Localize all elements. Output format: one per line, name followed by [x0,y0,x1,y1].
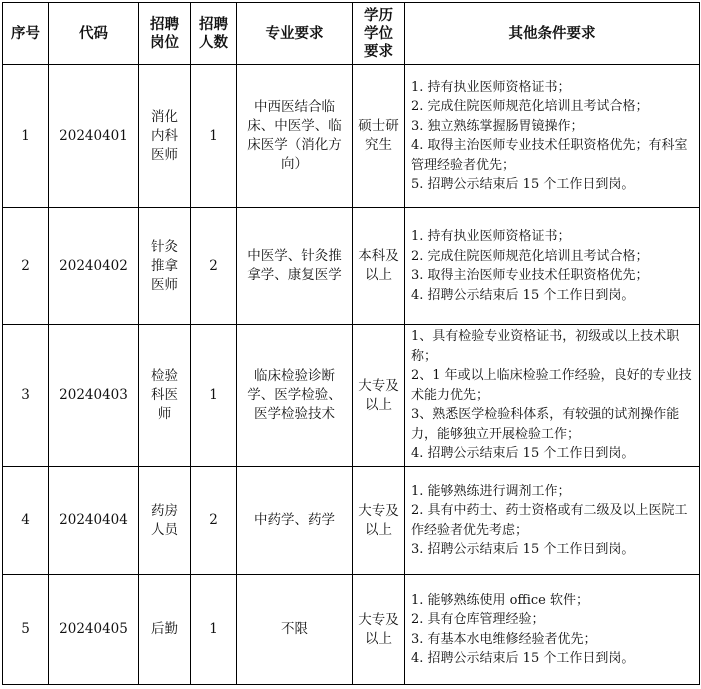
condition-item: 3、熟悉医学检验科体系，有较强的试剂操作能力，能够独立开展检验工作； [411,407,680,442]
cell-conditions [405,208,700,325]
cell-no: 1 [3,65,49,208]
condition-item: 1. 能够熟练使用 office 软件； [411,592,589,608]
condition-item: 1. 持有执业医师资格证书； [411,79,571,95]
cell-major: 不限 [237,575,353,685]
cell-edu-text: 大专及以上 [358,611,399,647]
cell-code: 20240403 [49,325,139,467]
cell-major: 中西医结合临床、中医学、临床医学（消化方向） [237,65,353,208]
cell-post: 后勤 [139,575,191,685]
cell-post-text: 针灸推拿医师 [151,238,178,293]
cell-post-text: 药房人员 [151,502,178,538]
condition-item: 1. 持有执业医师资格证书； [411,229,571,244]
cell-post [139,467,191,575]
condition-item: 2. 具有中药士、药士资格或有二级及以上医院工作经验者优先考虑； [411,503,688,538]
cell-edu [353,65,405,208]
cell-edu-text: 本科及以上 [358,248,399,283]
header-post [139,3,191,65]
condition-item: 2. 具有仓库管理经验； [411,612,545,627]
condition-item: 5. 招聘公示结束后 15 个工作日到岗。 [411,177,635,192]
condition-item: 3. 独立熟练掌握肠胃镜操作； [411,118,584,134]
cell-post [139,208,191,325]
cell-major: 中医学、针灸推拿学、康复医学 [237,208,353,325]
header-major: 专业要求 [237,3,353,65]
table-row [3,575,700,685]
recruitment-table [2,2,700,685]
cell-conditions [405,467,700,575]
header-count-text: 招聘人数 [199,16,228,51]
header-code: 代码 [49,3,139,65]
condition-item: 4. 招聘公示结束后 15 个工作日到岗。 [411,446,635,462]
header-edu-text: 学历学位要求 [364,7,393,60]
table-header-row [3,3,700,65]
cell-no: 4 [3,467,49,575]
cell-edu [353,325,405,467]
table-row [3,208,700,325]
cell-code: 20240405 [49,575,139,685]
cell-count: 1 [191,575,237,685]
cell-count: 1 [191,325,237,467]
cell-edu [353,208,405,325]
cell-code: 20240402 [49,208,139,325]
cell-post [139,65,191,208]
cell-post [139,325,191,467]
condition-item: 4. 招聘公示结束后 15 个工作日到岗。 [411,651,635,666]
condition-item: 2、1 年或以上临床检验工作经验，良好的专业技术能力优先； [411,368,692,403]
cell-edu-text: 大专及以上 [358,377,399,413]
cell-count: 1 [191,65,237,208]
cell-count: 2 [191,467,237,575]
condition-item: 4. 招聘公示结束后 15 个工作日到岗。 [411,287,635,303]
table-row [3,65,700,208]
condition-item: 4. 取得主治医师专业技术任职资格优先；有科室管理经验者优先； [411,138,688,173]
table-row [3,325,700,467]
header-post-text: 招聘岗位 [150,16,179,51]
table-row [3,467,700,575]
condition-item: 3. 取得主治医师专业技术任职资格优先； [411,268,649,283]
condition-item: 1、具有检验专业资格证书，初级或以上技术职称； [411,329,680,364]
cell-edu [353,467,405,575]
condition-item: 2. 完成住院医师规范化培训且考试合格； [411,248,649,264]
cell-code: 20240404 [49,467,139,575]
cell-post-text: 消化内科医师 [151,108,178,163]
cell-edu [353,575,405,685]
condition-item: 2. 完成住院医师规范化培训且考试合格； [411,99,649,114]
cell-edu-text: 硕士研究生 [358,118,399,153]
cell-major: 临床检验诊断学、医学检验、医学检验技术 [237,325,353,467]
cell-no: 2 [3,208,49,325]
cell-conditions [405,65,700,208]
cell-code: 20240401 [49,65,139,208]
header-no: 序号 [3,3,49,65]
header-conditions: 其他条件要求 [405,3,700,65]
cell-major: 中药学、药学 [237,467,353,575]
header-edu [353,3,405,65]
condition-item: 1. 能够熟练进行调剂工作； [411,483,571,499]
cell-conditions [405,575,700,685]
cell-no: 3 [3,325,49,467]
condition-item: 3. 招聘公示结束后 15 个工作日到岗。 [411,542,635,557]
header-count [191,3,237,65]
cell-count: 2 [191,208,237,325]
cell-no: 5 [3,575,49,685]
cell-conditions [405,325,700,467]
condition-item: 3. 有基本水电维修经验者优先； [411,631,597,647]
cell-edu-text: 大专及以上 [358,502,399,538]
cell-post-text: 检验科医师 [151,368,178,422]
